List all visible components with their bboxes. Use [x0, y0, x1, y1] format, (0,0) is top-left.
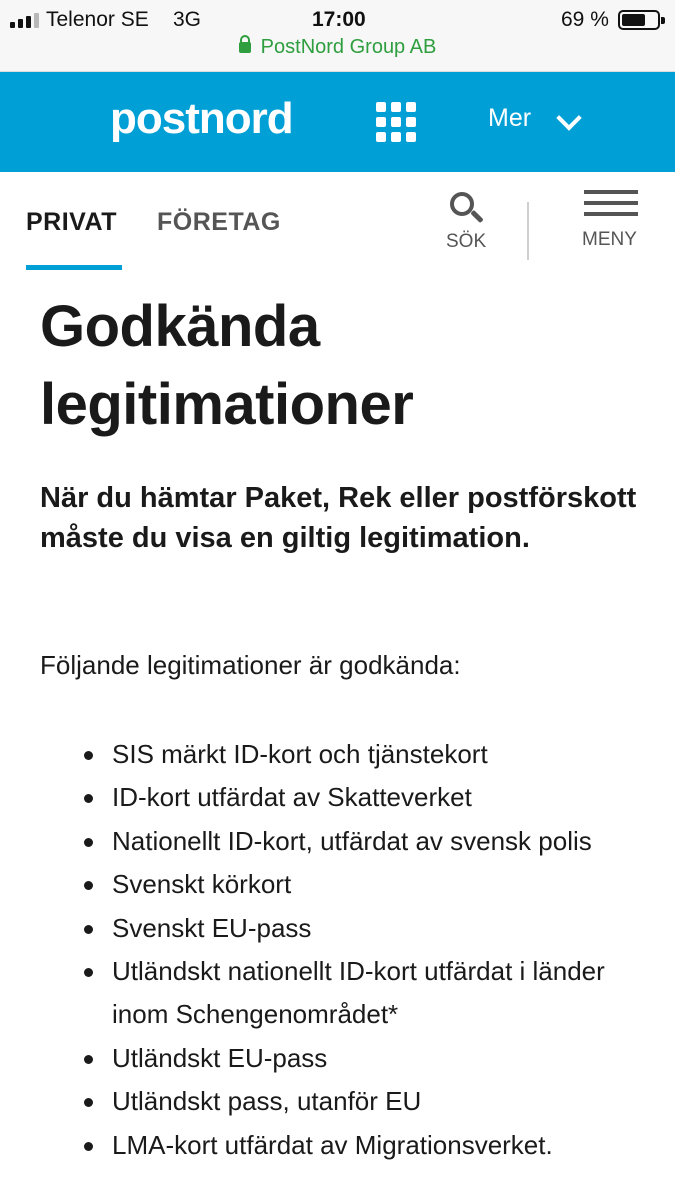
- search-button[interactable]: [440, 188, 492, 258]
- list-item: SIS märkt ID-kort och tjänstekort: [40, 733, 640, 776]
- lead-paragraph: När du hämtar Paket, Rek eller postförskott måste du visa en giltig legitimation.: [40, 482, 637, 554]
- signal-icon: [10, 13, 39, 28]
- status-bar: [0, 0, 675, 72]
- page-title: Godkända legitimationer: [40, 294, 414, 437]
- list-item: Utländskt nationellt ID-kort utfärdat i länder inom Schengenområdet*: [40, 950, 640, 1037]
- more-button[interactable]: Mer: [488, 104, 532, 132]
- site-header: [0, 72, 675, 172]
- list-item: LMA-kort utfärdat av Migrationsverket.: [40, 1124, 640, 1167]
- active-tab-indicator: [26, 265, 122, 270]
- carrier-name: Telenor SE: [46, 8, 149, 31]
- tab-privat[interactable]: PRIVAT: [26, 208, 117, 236]
- list-item: Svenskt EU-pass: [40, 907, 640, 950]
- chevron-down-icon[interactable]: [556, 105, 581, 130]
- postnord-logo[interactable]: postnord: [110, 94, 293, 143]
- status-time: 17:00: [312, 8, 366, 31]
- list-item: Svenskt körkort: [40, 863, 640, 906]
- network-type: 3G: [173, 8, 202, 31]
- menu-label: MENY: [582, 229, 637, 250]
- list-item: Utländskt pass, utanför EU: [40, 1080, 640, 1123]
- id-list: [40, 733, 640, 1167]
- search-label: SÖK: [446, 231, 487, 252]
- menu-button[interactable]: [582, 190, 642, 260]
- intro-text: Följande legitimationer är godkända:: [40, 650, 461, 680]
- list-item: Nationellt ID-kort, utfärdat av svensk polis: [40, 820, 640, 863]
- list-item: Utländskt EU-pass: [40, 1037, 640, 1080]
- grid-icon[interactable]: [376, 102, 416, 142]
- lock-icon: [239, 42, 251, 53]
- segment-nav: [0, 172, 675, 270]
- list-item: ID-kort utfärdat av Skatteverket: [40, 776, 640, 819]
- address-site: PostNord Group AB: [260, 36, 437, 58]
- battery-percent: 69 %: [561, 8, 609, 31]
- divider: [527, 202, 529, 260]
- tab-foretag[interactable]: FÖRETAG: [157, 208, 281, 236]
- battery-icon: [618, 10, 660, 30]
- address-bar[interactable]: [0, 36, 675, 59]
